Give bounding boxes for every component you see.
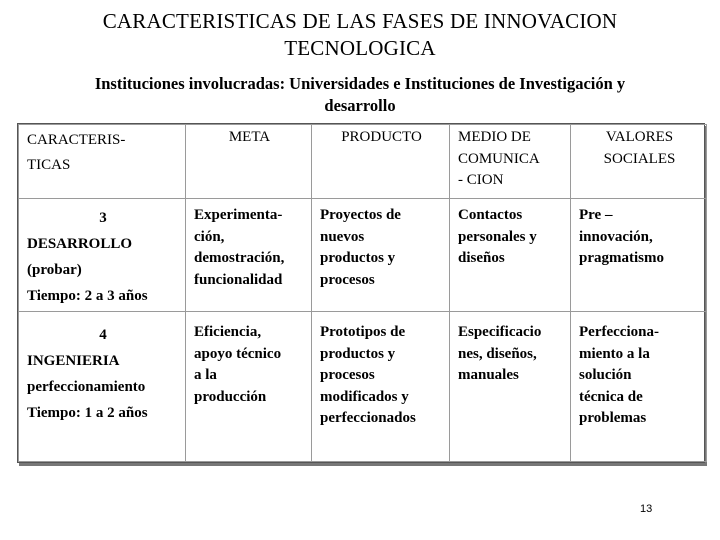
title-line-1: CARACTERISTICAS DE LAS FASES DE INNOVACION: [102, 9, 618, 33]
header-producto: PRODUCTO: [312, 125, 450, 199]
subtitle-line-1: Instituciones involucradas: Universidades e Instituciones de Investigación y: [94, 74, 626, 93]
header-caracteristicas: CARACTERIS- TICAS: [19, 125, 186, 199]
page-title: [0, 8, 720, 62]
table-row: [19, 199, 707, 312]
row-valores: Perfecciona- miento a la solución técnica de problemas: [571, 312, 707, 462]
row-caracteristicas: 3 DESARROLLO (probar) Tiempo: 2 a 3 años: [19, 199, 186, 312]
row-medio: Especificacio nes, diseños, manuales: [450, 312, 571, 462]
row-producto: Proyectos de nuevos productos y procesos: [312, 199, 450, 312]
header-valores-sociales: VALORES SOCIALES: [571, 125, 707, 199]
subtitle-line-2: desarrollo: [324, 96, 396, 115]
row-valores: Pre – innovación, pragmatismo: [571, 199, 707, 312]
row-meta: Eficiencia, apoyo técnico a la producción: [186, 312, 312, 462]
row-producto: Prototipos de productos y procesos modificados y perfeccionados: [312, 312, 450, 462]
header-medio-de-comunicacion: MEDIO DE COMUNICA - CION: [450, 125, 571, 199]
subtitle: [30, 73, 690, 117]
row-meta: Experimenta- ción, demostración, funcionalidad: [186, 199, 312, 312]
row-caracteristicas: 4 INGENIERIA perfeccionamiento Tiempo: 1 a 2 años: [19, 312, 186, 462]
page-number: 13: [640, 503, 653, 515]
row-medio: Contactos personales y diseños: [450, 199, 571, 312]
table-row: [19, 312, 707, 462]
table-header-row: [19, 125, 707, 199]
title-line-2: TECNOLOGICA: [284, 36, 436, 60]
header-meta: META: [186, 125, 312, 199]
phases-table: [17, 123, 705, 463]
